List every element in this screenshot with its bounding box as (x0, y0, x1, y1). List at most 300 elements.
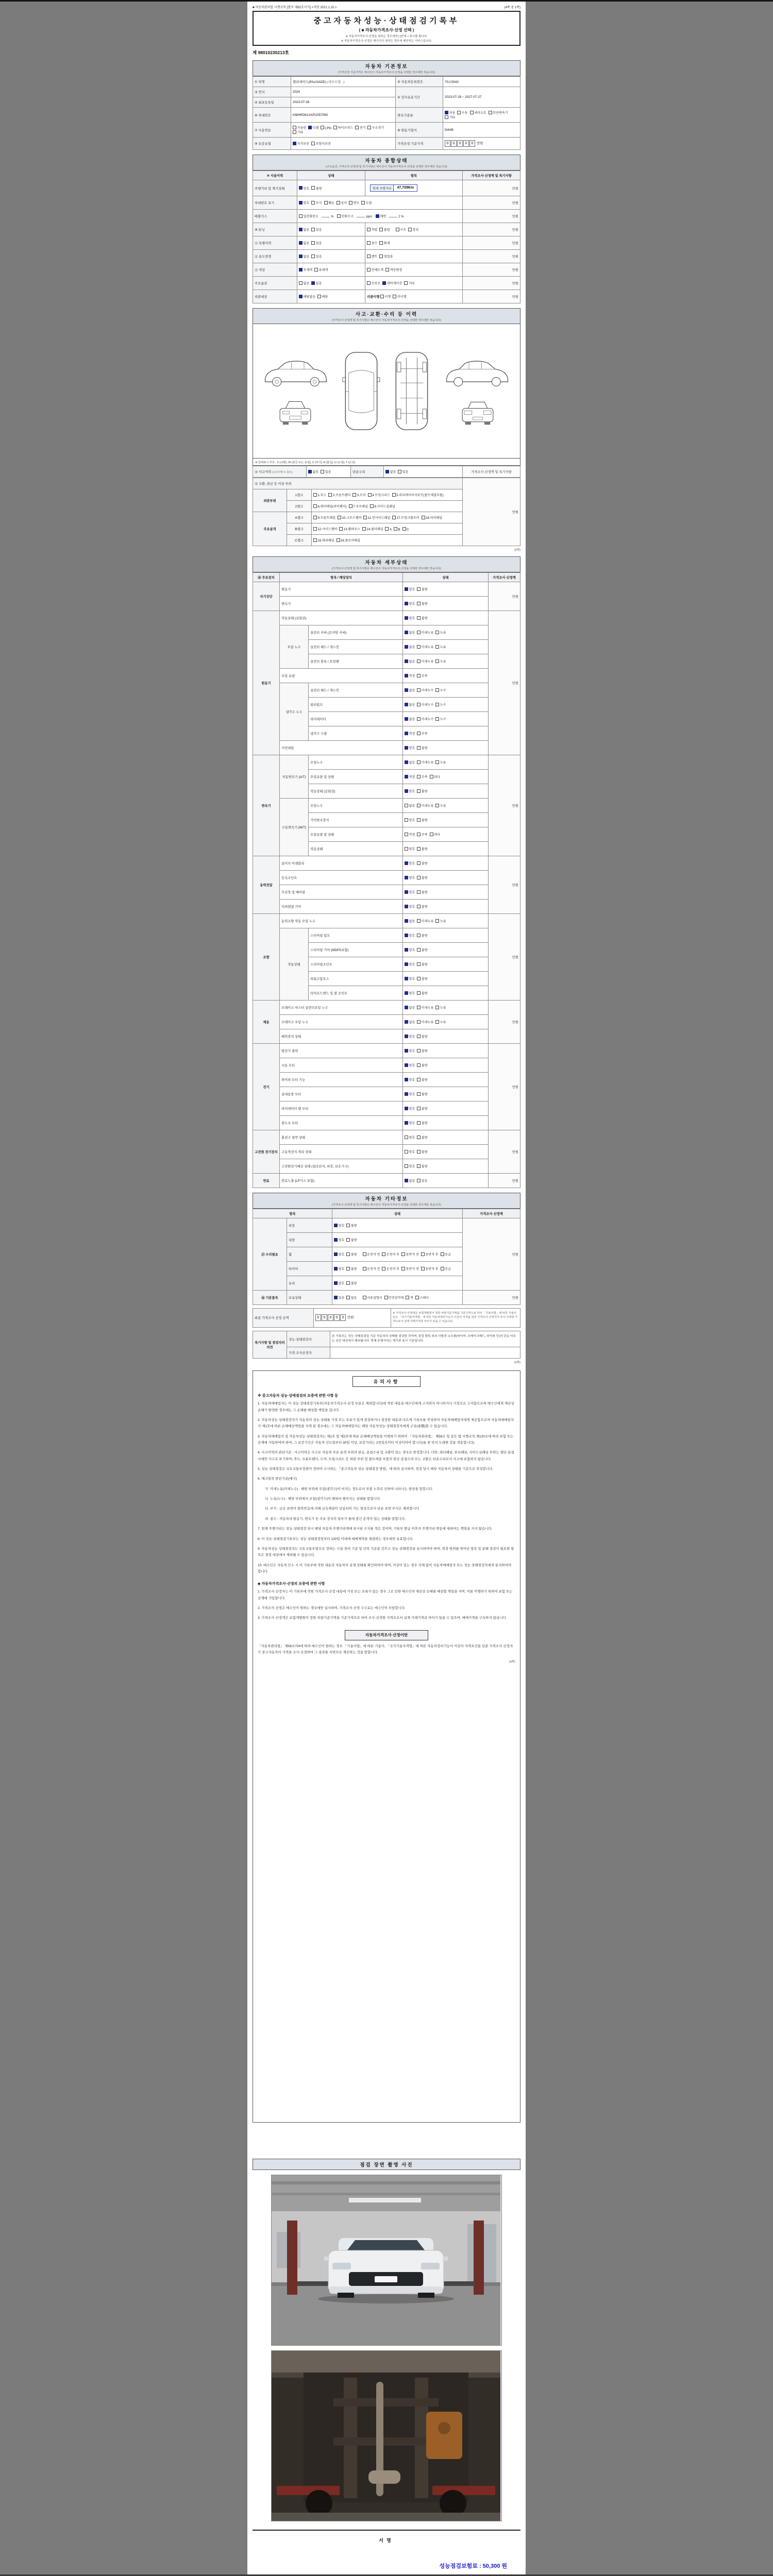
checkbox-option[interactable] (299, 200, 309, 205)
checkbox-option[interactable] (417, 587, 427, 591)
checkbox[interactable] (405, 919, 408, 923)
checkbox-option[interactable] (405, 875, 415, 880)
checkbox-option[interactable] (435, 645, 446, 649)
checkbox-option[interactable] (405, 645, 415, 649)
checkbox-option[interactable] (405, 846, 415, 851)
checkbox[interactable] (405, 847, 408, 851)
checkbox-option[interactable] (367, 125, 384, 130)
checkbox[interactable] (346, 1224, 350, 1227)
checkbox[interactable] (379, 255, 383, 258)
checkbox[interactable] (417, 717, 421, 721)
checkbox-option[interactable] (457, 110, 467, 115)
checkbox-option[interactable] (417, 1077, 427, 1082)
checkbox-option[interactable] (405, 688, 415, 692)
checkbox[interactable] (337, 214, 341, 218)
checkbox-option[interactable] (417, 1164, 427, 1168)
checkbox[interactable] (299, 186, 303, 190)
checkbox[interactable] (417, 732, 421, 735)
checkbox-option[interactable] (392, 515, 419, 520)
checkbox[interactable] (405, 1063, 408, 1067)
checkbox[interactable] (311, 281, 315, 285)
checkbox[interactable] (313, 516, 317, 519)
checkbox-option[interactable] (313, 504, 347, 509)
checkbox[interactable] (368, 493, 372, 497)
checkbox-option[interactable] (417, 1005, 433, 1010)
checkbox[interactable] (405, 760, 408, 764)
checkbox[interactable] (417, 905, 421, 908)
checkbox-option[interactable] (405, 1135, 415, 1140)
checkbox-option[interactable] (363, 515, 390, 520)
checkbox[interactable] (417, 1136, 421, 1139)
checkbox[interactable] (299, 268, 303, 272)
checkbox-option[interactable] (417, 1149, 427, 1154)
checkbox[interactable] (441, 1252, 444, 1256)
checkbox[interactable] (337, 201, 340, 205)
checkbox[interactable] (417, 775, 421, 778)
checkbox-option[interactable] (405, 1077, 415, 1082)
checkbox[interactable] (363, 1267, 366, 1270)
checkbox[interactable] (417, 1063, 421, 1067)
checkbox[interactable] (405, 688, 408, 692)
checkbox[interactable] (311, 228, 315, 231)
checkbox-option[interactable] (405, 919, 415, 923)
checkbox[interactable] (417, 1078, 421, 1081)
checkbox-option[interactable] (311, 141, 331, 146)
checkbox-option[interactable] (299, 294, 315, 299)
checkbox-option[interactable] (415, 1295, 429, 1300)
checkbox-option[interactable] (435, 688, 446, 692)
checkbox[interactable] (417, 616, 421, 620)
checkbox[interactable] (405, 962, 408, 966)
checkbox-option[interactable] (417, 616, 427, 620)
checkbox-option[interactable] (417, 890, 427, 894)
checkbox[interactable] (435, 804, 439, 807)
checkbox[interactable] (405, 934, 408, 937)
checkbox[interactable] (408, 228, 412, 231)
checkbox[interactable] (317, 295, 321, 298)
checkbox[interactable] (349, 201, 352, 205)
checkbox-option[interactable] (311, 227, 322, 232)
checkbox[interactable] (334, 1267, 338, 1270)
checkbox[interactable] (361, 201, 365, 205)
checkbox[interactable] (421, 1267, 425, 1270)
checkbox-option[interactable] (430, 774, 440, 779)
checkbox-option[interactable] (417, 659, 433, 664)
checkbox[interactable] (421, 1252, 425, 1256)
checkbox-option[interactable] (382, 1252, 399, 1257)
checkbox[interactable] (405, 1107, 408, 1110)
checkbox-option[interactable] (405, 601, 415, 606)
checkbox-option[interactable] (367, 254, 377, 259)
checkbox[interactable] (362, 527, 366, 531)
checkbox[interactable] (417, 818, 421, 822)
checkbox-option[interactable] (406, 1295, 413, 1300)
checkbox-option[interactable] (334, 1238, 344, 1242)
checkbox-option[interactable] (405, 1005, 415, 1010)
checkbox-option[interactable] (405, 702, 415, 707)
checkbox-option[interactable] (311, 186, 322, 191)
checkbox-option[interactable] (370, 504, 395, 509)
checkbox[interactable] (417, 1035, 421, 1038)
checkbox[interactable] (405, 1020, 408, 1024)
checkbox-option[interactable] (435, 702, 446, 707)
checkbox-option[interactable] (367, 227, 377, 232)
checkbox[interactable] (293, 130, 296, 134)
checkbox-option[interactable] (417, 1020, 433, 1024)
checkbox-option[interactable] (417, 717, 433, 721)
checkbox[interactable] (417, 833, 421, 836)
checkbox[interactable] (417, 962, 421, 966)
checkbox[interactable] (311, 201, 315, 205)
checkbox-option[interactable] (422, 515, 443, 520)
checkbox[interactable] (314, 268, 318, 272)
checkbox[interactable] (489, 111, 492, 114)
checkbox[interactable] (417, 645, 421, 649)
checkbox-option[interactable] (346, 1281, 357, 1285)
checkbox-option[interactable] (417, 630, 433, 635)
checkbox[interactable] (396, 228, 399, 231)
checkbox-option[interactable] (405, 1020, 415, 1024)
checkbox[interactable] (417, 587, 421, 591)
checkbox-option[interactable] (299, 227, 309, 232)
checkbox-option[interactable] (346, 1238, 357, 1242)
checkbox[interactable] (417, 760, 421, 764)
checkbox-option[interactable] (299, 186, 309, 191)
checkbox-option[interactable] (404, 281, 414, 285)
checkbox-option[interactable] (299, 267, 312, 272)
checkbox-option[interactable] (337, 200, 347, 205)
checkbox-option[interactable] (349, 200, 359, 205)
checkbox[interactable] (417, 948, 421, 952)
checkbox-option[interactable] (308, 125, 318, 130)
checkbox[interactable] (308, 470, 312, 473)
checkbox[interactable] (299, 295, 303, 298)
checkbox[interactable] (417, 804, 421, 807)
checkbox-option[interactable] (417, 1048, 427, 1053)
checkbox[interactable] (299, 228, 303, 231)
checkbox[interactable] (382, 1252, 385, 1256)
checkbox-option[interactable] (405, 731, 415, 736)
checkbox-option[interactable] (362, 527, 383, 531)
checkbox[interactable] (346, 1296, 350, 1299)
checkbox-option[interactable] (379, 241, 390, 245)
checkbox-option[interactable] (398, 469, 408, 474)
checkbox-option[interactable] (352, 493, 365, 497)
checkbox-option[interactable] (417, 846, 427, 851)
checkbox-option[interactable] (293, 141, 309, 146)
checkbox-option[interactable] (417, 1063, 427, 1067)
checkbox-option[interactable] (417, 919, 433, 923)
checkbox-option[interactable] (417, 1106, 427, 1111)
checkbox-option[interactable] (417, 962, 427, 967)
checkbox-option[interactable] (299, 241, 309, 245)
checkbox-option[interactable] (355, 125, 365, 130)
checkbox-option[interactable] (367, 241, 377, 245)
checkbox[interactable] (405, 1035, 408, 1038)
checkbox[interactable] (445, 115, 448, 119)
checkbox[interactable] (417, 674, 421, 677)
checkbox-option[interactable] (405, 659, 415, 664)
checkbox-option[interactable] (417, 760, 433, 765)
checkbox-option[interactable] (396, 227, 406, 232)
checkbox[interactable] (405, 703, 408, 706)
checkbox[interactable] (311, 186, 315, 190)
checkbox-option[interactable] (417, 991, 427, 995)
checkbox-option[interactable] (405, 616, 415, 620)
checkbox-option[interactable] (441, 1252, 451, 1257)
checkbox[interactable] (385, 268, 389, 272)
checkbox[interactable] (417, 1107, 421, 1110)
checkbox[interactable] (417, 991, 421, 995)
checkbox[interactable] (435, 1020, 439, 1024)
checkbox[interactable] (385, 470, 389, 473)
checkbox[interactable] (417, 1092, 421, 1096)
checkbox[interactable] (398, 470, 401, 473)
checkbox[interactable] (417, 977, 421, 980)
checkbox[interactable] (417, 1049, 421, 1053)
checkbox[interactable] (435, 659, 439, 663)
checkbox[interactable] (435, 717, 439, 721)
checkbox-option[interactable] (379, 254, 393, 259)
checkbox-option[interactable] (405, 789, 415, 793)
checkbox[interactable] (405, 631, 408, 634)
checkbox-option[interactable] (402, 527, 409, 532)
checkbox[interactable] (435, 919, 439, 923)
checkbox-option[interactable] (334, 1223, 344, 1228)
checkbox-option[interactable] (401, 1252, 419, 1257)
checkbox[interactable] (346, 1238, 350, 1242)
checkbox[interactable] (435, 688, 439, 692)
checkbox[interactable] (417, 1164, 421, 1168)
checkbox-option[interactable] (385, 469, 396, 474)
checkbox-option[interactable] (405, 1034, 415, 1039)
checkbox[interactable] (367, 228, 371, 231)
checkbox[interactable] (367, 268, 371, 272)
checkbox-option[interactable] (417, 1178, 427, 1183)
checkbox[interactable] (417, 861, 421, 865)
checkbox[interactable] (405, 645, 408, 649)
checkbox-option[interactable] (405, 1149, 415, 1154)
checkbox[interactable] (417, 602, 421, 605)
checkbox[interactable] (334, 1252, 338, 1256)
checkbox[interactable] (376, 214, 379, 218)
checkbox-option[interactable] (417, 645, 433, 649)
checkbox-option[interactable] (334, 1252, 344, 1257)
checkbox[interactable] (405, 746, 408, 750)
checkbox[interactable] (299, 214, 303, 218)
checkbox[interactable] (405, 1121, 408, 1125)
checkbox[interactable] (405, 804, 408, 807)
checkbox-option[interactable] (363, 1266, 380, 1271)
checkbox-option[interactable] (311, 241, 322, 245)
checkbox-option[interactable] (384, 1295, 404, 1300)
checkbox-option[interactable] (435, 717, 446, 721)
checkbox-option[interactable] (405, 587, 415, 591)
checkbox-option[interactable] (435, 760, 446, 765)
checkbox-option[interactable] (313, 527, 337, 531)
checkbox-option[interactable] (405, 890, 415, 894)
checkbox-option[interactable] (317, 294, 328, 299)
checkbox-option[interactable] (405, 832, 415, 837)
checkbox-option[interactable] (380, 294, 391, 299)
checkbox[interactable] (405, 659, 408, 663)
checkbox-option[interactable] (470, 110, 486, 115)
checkbox-option[interactable] (489, 110, 508, 115)
checkbox[interactable] (311, 241, 315, 245)
checkbox-option[interactable] (328, 493, 350, 497)
checkbox[interactable] (367, 255, 371, 258)
checkbox-option[interactable] (313, 538, 334, 543)
checkbox[interactable] (299, 241, 303, 245)
checkbox-option[interactable] (334, 1295, 344, 1300)
checkbox[interactable] (417, 847, 421, 851)
checkbox[interactable] (334, 1296, 338, 1299)
checkbox-option[interactable] (417, 702, 433, 707)
checkbox-option[interactable] (417, 933, 427, 938)
checkbox-option[interactable] (405, 760, 415, 765)
checkbox[interactable] (405, 977, 408, 980)
checkbox-option[interactable] (417, 688, 433, 692)
checkbox-option[interactable] (367, 281, 380, 285)
checkbox[interactable] (417, 746, 421, 750)
checkbox-option[interactable] (417, 861, 427, 866)
checkbox[interactable] (435, 703, 439, 706)
checkbox[interactable] (355, 126, 359, 129)
checkbox-option[interactable] (405, 991, 415, 995)
checkbox-option[interactable] (324, 200, 334, 205)
checkbox-option[interactable] (311, 254, 322, 259)
checkbox-option[interactable] (346, 1295, 357, 1300)
checkbox[interactable] (415, 1296, 419, 1299)
checkbox[interactable] (311, 142, 315, 145)
checkbox-option[interactable] (417, 904, 427, 909)
checkbox-option[interactable] (405, 745, 415, 750)
checkbox-option[interactable] (417, 832, 427, 837)
checkbox-option[interactable] (405, 1092, 415, 1096)
checkbox[interactable] (313, 527, 317, 531)
checkbox-option[interactable] (421, 1252, 439, 1257)
checkbox[interactable] (457, 111, 461, 114)
checkbox[interactable] (338, 516, 341, 519)
checkbox[interactable] (321, 126, 324, 129)
checkbox[interactable] (401, 1252, 405, 1256)
checkbox-option[interactable] (435, 1020, 446, 1024)
checkbox[interactable] (435, 760, 439, 764)
checkbox[interactable] (321, 470, 324, 473)
checkbox-option[interactable] (337, 214, 354, 218)
checkbox-option[interactable] (385, 527, 392, 532)
checkbox[interactable] (379, 241, 383, 245)
checkbox-option[interactable] (445, 110, 455, 115)
checkbox[interactable] (385, 527, 389, 531)
checkbox-option[interactable] (417, 745, 427, 750)
checkbox[interactable] (406, 1296, 409, 1299)
checkbox[interactable] (370, 504, 374, 508)
checkbox-option[interactable] (368, 493, 390, 497)
checkbox-option[interactable] (394, 527, 400, 532)
checkbox[interactable] (352, 493, 356, 497)
checkbox[interactable] (402, 527, 406, 531)
checkbox-option[interactable] (417, 731, 427, 736)
checkbox[interactable] (363, 1252, 366, 1256)
checkbox[interactable] (417, 876, 421, 879)
checkbox-option[interactable] (385, 267, 402, 272)
checkbox-option[interactable] (334, 1266, 344, 1271)
checkbox-option[interactable] (405, 717, 415, 721)
checkbox-option[interactable] (405, 976, 415, 981)
checkbox-option[interactable] (311, 281, 322, 285)
checkbox[interactable] (367, 241, 371, 245)
checkbox[interactable] (367, 281, 371, 285)
checkbox[interactable] (367, 126, 371, 129)
checkbox[interactable] (445, 111, 448, 114)
checkbox-option[interactable] (338, 515, 361, 520)
checkbox-option[interactable] (417, 1034, 427, 1039)
checkbox[interactable] (392, 516, 396, 519)
checkbox[interactable] (339, 527, 343, 531)
checkbox[interactable] (405, 616, 408, 620)
checkbox[interactable] (405, 890, 408, 894)
checkbox[interactable] (380, 295, 384, 298)
checkbox[interactable] (405, 1164, 408, 1168)
checkbox[interactable] (417, 1006, 421, 1009)
checkbox-option[interactable] (339, 527, 360, 531)
checkbox[interactable] (417, 934, 421, 937)
checkbox-option[interactable] (405, 861, 415, 866)
checkbox[interactable] (417, 789, 421, 793)
checkbox-option[interactable] (405, 774, 415, 779)
checkbox-option[interactable] (405, 630, 415, 635)
checkbox-option[interactable] (417, 673, 427, 678)
checkbox[interactable] (405, 991, 408, 995)
checkbox[interactable] (379, 228, 383, 231)
checkbox[interactable] (405, 1006, 408, 1009)
checkbox[interactable] (405, 833, 408, 836)
checkbox-option[interactable] (417, 789, 427, 793)
checkbox-option[interactable] (405, 1063, 415, 1067)
checkbox[interactable] (470, 111, 474, 114)
checkbox[interactable] (382, 281, 386, 285)
checkbox-option[interactable] (435, 1005, 446, 1010)
checkbox[interactable] (333, 126, 337, 129)
checkbox-option[interactable] (367, 267, 383, 272)
checkbox[interactable] (435, 1006, 439, 1009)
checkbox[interactable] (405, 602, 408, 605)
checkbox-option[interactable] (293, 130, 303, 134)
checkbox-option[interactable] (417, 1092, 427, 1096)
checkbox[interactable] (417, 1179, 421, 1182)
checkbox-option[interactable] (346, 1223, 357, 1228)
checkbox[interactable] (384, 1296, 388, 1299)
checkbox[interactable] (293, 142, 296, 145)
checkbox-option[interactable] (430, 832, 440, 837)
checkbox[interactable] (311, 255, 315, 258)
checkbox-option[interactable] (435, 803, 446, 808)
checkbox-option[interactable] (435, 630, 446, 635)
checkbox[interactable] (299, 281, 303, 285)
checkbox[interactable] (417, 1150, 421, 1154)
checkbox-option[interactable] (445, 115, 455, 120)
checkbox[interactable] (349, 504, 352, 508)
checkbox-option[interactable] (333, 125, 353, 130)
checkbox-option[interactable] (337, 538, 360, 543)
checkbox-option[interactable] (405, 1121, 415, 1125)
checkbox-option[interactable] (405, 803, 415, 808)
checkbox-option[interactable] (313, 515, 335, 520)
checkbox-option[interactable] (405, 1106, 415, 1111)
checkbox-option[interactable] (405, 904, 415, 909)
checkbox[interactable] (417, 631, 421, 634)
